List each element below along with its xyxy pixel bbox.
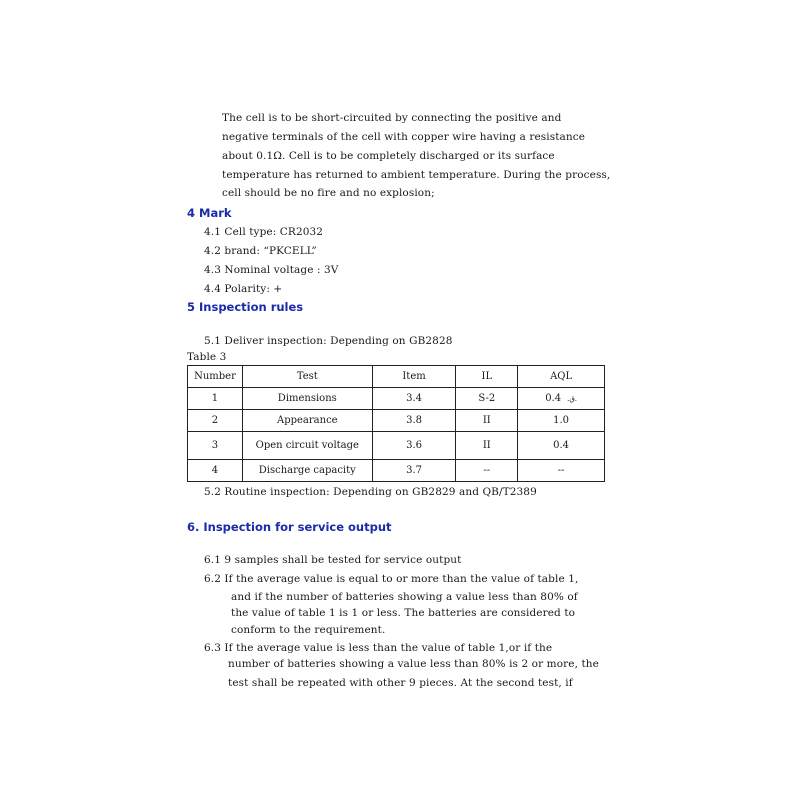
table-cell	[518, 388, 605, 410]
table-header: Number	[188, 366, 243, 388]
table-cell: 1	[188, 388, 243, 410]
inspection-table	[187, 365, 605, 482]
table-cell: II	[456, 432, 518, 460]
table-cell: 2	[188, 410, 243, 432]
intro-line: cell should be no fire and no explosion;	[222, 187, 435, 199]
table-header: AQL	[518, 366, 605, 388]
service-output-line: 6.1 9 samples shall be tested for service output	[204, 554, 462, 566]
table-cell: II	[456, 410, 518, 432]
table-cell: 3.4	[372, 388, 456, 410]
table-cell: Discharge capacity	[242, 460, 372, 482]
table-row	[188, 410, 605, 432]
table-cell: 3.8	[372, 410, 456, 432]
mark-item: 4.2 brand: “PKCELL”	[204, 245, 317, 257]
deliver-inspection: 5.1 Deliver inspection: Depending on GB2828	[204, 335, 453, 347]
table-row	[188, 460, 605, 482]
service-output-line: 6.2 If the average value is equal to or more than the value of table 1,	[204, 573, 579, 585]
table-cell: 0.4	[518, 432, 605, 460]
table-cell: Appearance	[242, 410, 372, 432]
table-row	[188, 388, 605, 410]
table-header: Test	[242, 366, 372, 388]
routine-inspection: 5.2 Routine inspection: Depending on GB2829 and QB/T2389	[204, 486, 537, 498]
intro-line: about 0.1Ω. Cell is to be completely discharged or its surface	[222, 150, 555, 162]
table-cell: 3.7	[372, 460, 456, 482]
mark-item: 4.4 Polarity: +	[204, 283, 283, 295]
table-cell: 3.6	[372, 432, 456, 460]
intro-line: The cell is to be short-circuited by connecting the positive and	[222, 112, 562, 124]
table-caption: Table 3	[187, 351, 227, 363]
intro-line: temperature has returned to ambient temperature. During the process,	[222, 169, 611, 181]
section-6-heading: 6. Inspection for service output	[187, 520, 392, 534]
table-cell: 1.0	[518, 410, 605, 432]
table-header: IL	[456, 366, 518, 388]
table-cell: 4	[188, 460, 243, 482]
table-header: Item	[372, 366, 456, 388]
service-output-line: the value of table 1 is 1 or less. The batteries are considered to	[231, 607, 576, 619]
table-cell: Dimensions	[242, 388, 372, 410]
service-output-line: and if the number of batteries showing a value less than 80% of	[231, 591, 578, 603]
table-row	[188, 432, 605, 460]
section-5-heading: 5 Inspection rules	[187, 300, 304, 314]
table-cell: Open circuit voltage	[242, 432, 372, 460]
table-cell: --	[456, 460, 518, 482]
table-cell: 3	[188, 432, 243, 460]
table-cell-value: 0.4	[545, 393, 562, 404]
service-output-line: conform to the requirement.	[231, 624, 386, 636]
table-cell: --	[518, 460, 605, 482]
table-cell-note: .ق.	[567, 395, 577, 403]
service-output-line: 6.3 If the average value is less than the value of table 1,or if the	[204, 642, 553, 654]
mark-item: 4.3 Nominal voltage : 3V	[204, 264, 339, 276]
table-header-row	[188, 366, 605, 388]
intro-line: negative terminals of the cell with copper wire having a resistance	[222, 131, 586, 143]
service-output-line: number of batteries showing a value less than 80% is 2 or more, the	[228, 658, 599, 670]
mark-item: 4.1 Cell type: CR2032	[204, 226, 324, 238]
table-cell: S-2	[456, 388, 518, 410]
section-4-heading: 4 Mark	[187, 206, 232, 220]
service-output-line: test shall be repeated with other 9 pieces. At the second test, if	[228, 677, 573, 689]
